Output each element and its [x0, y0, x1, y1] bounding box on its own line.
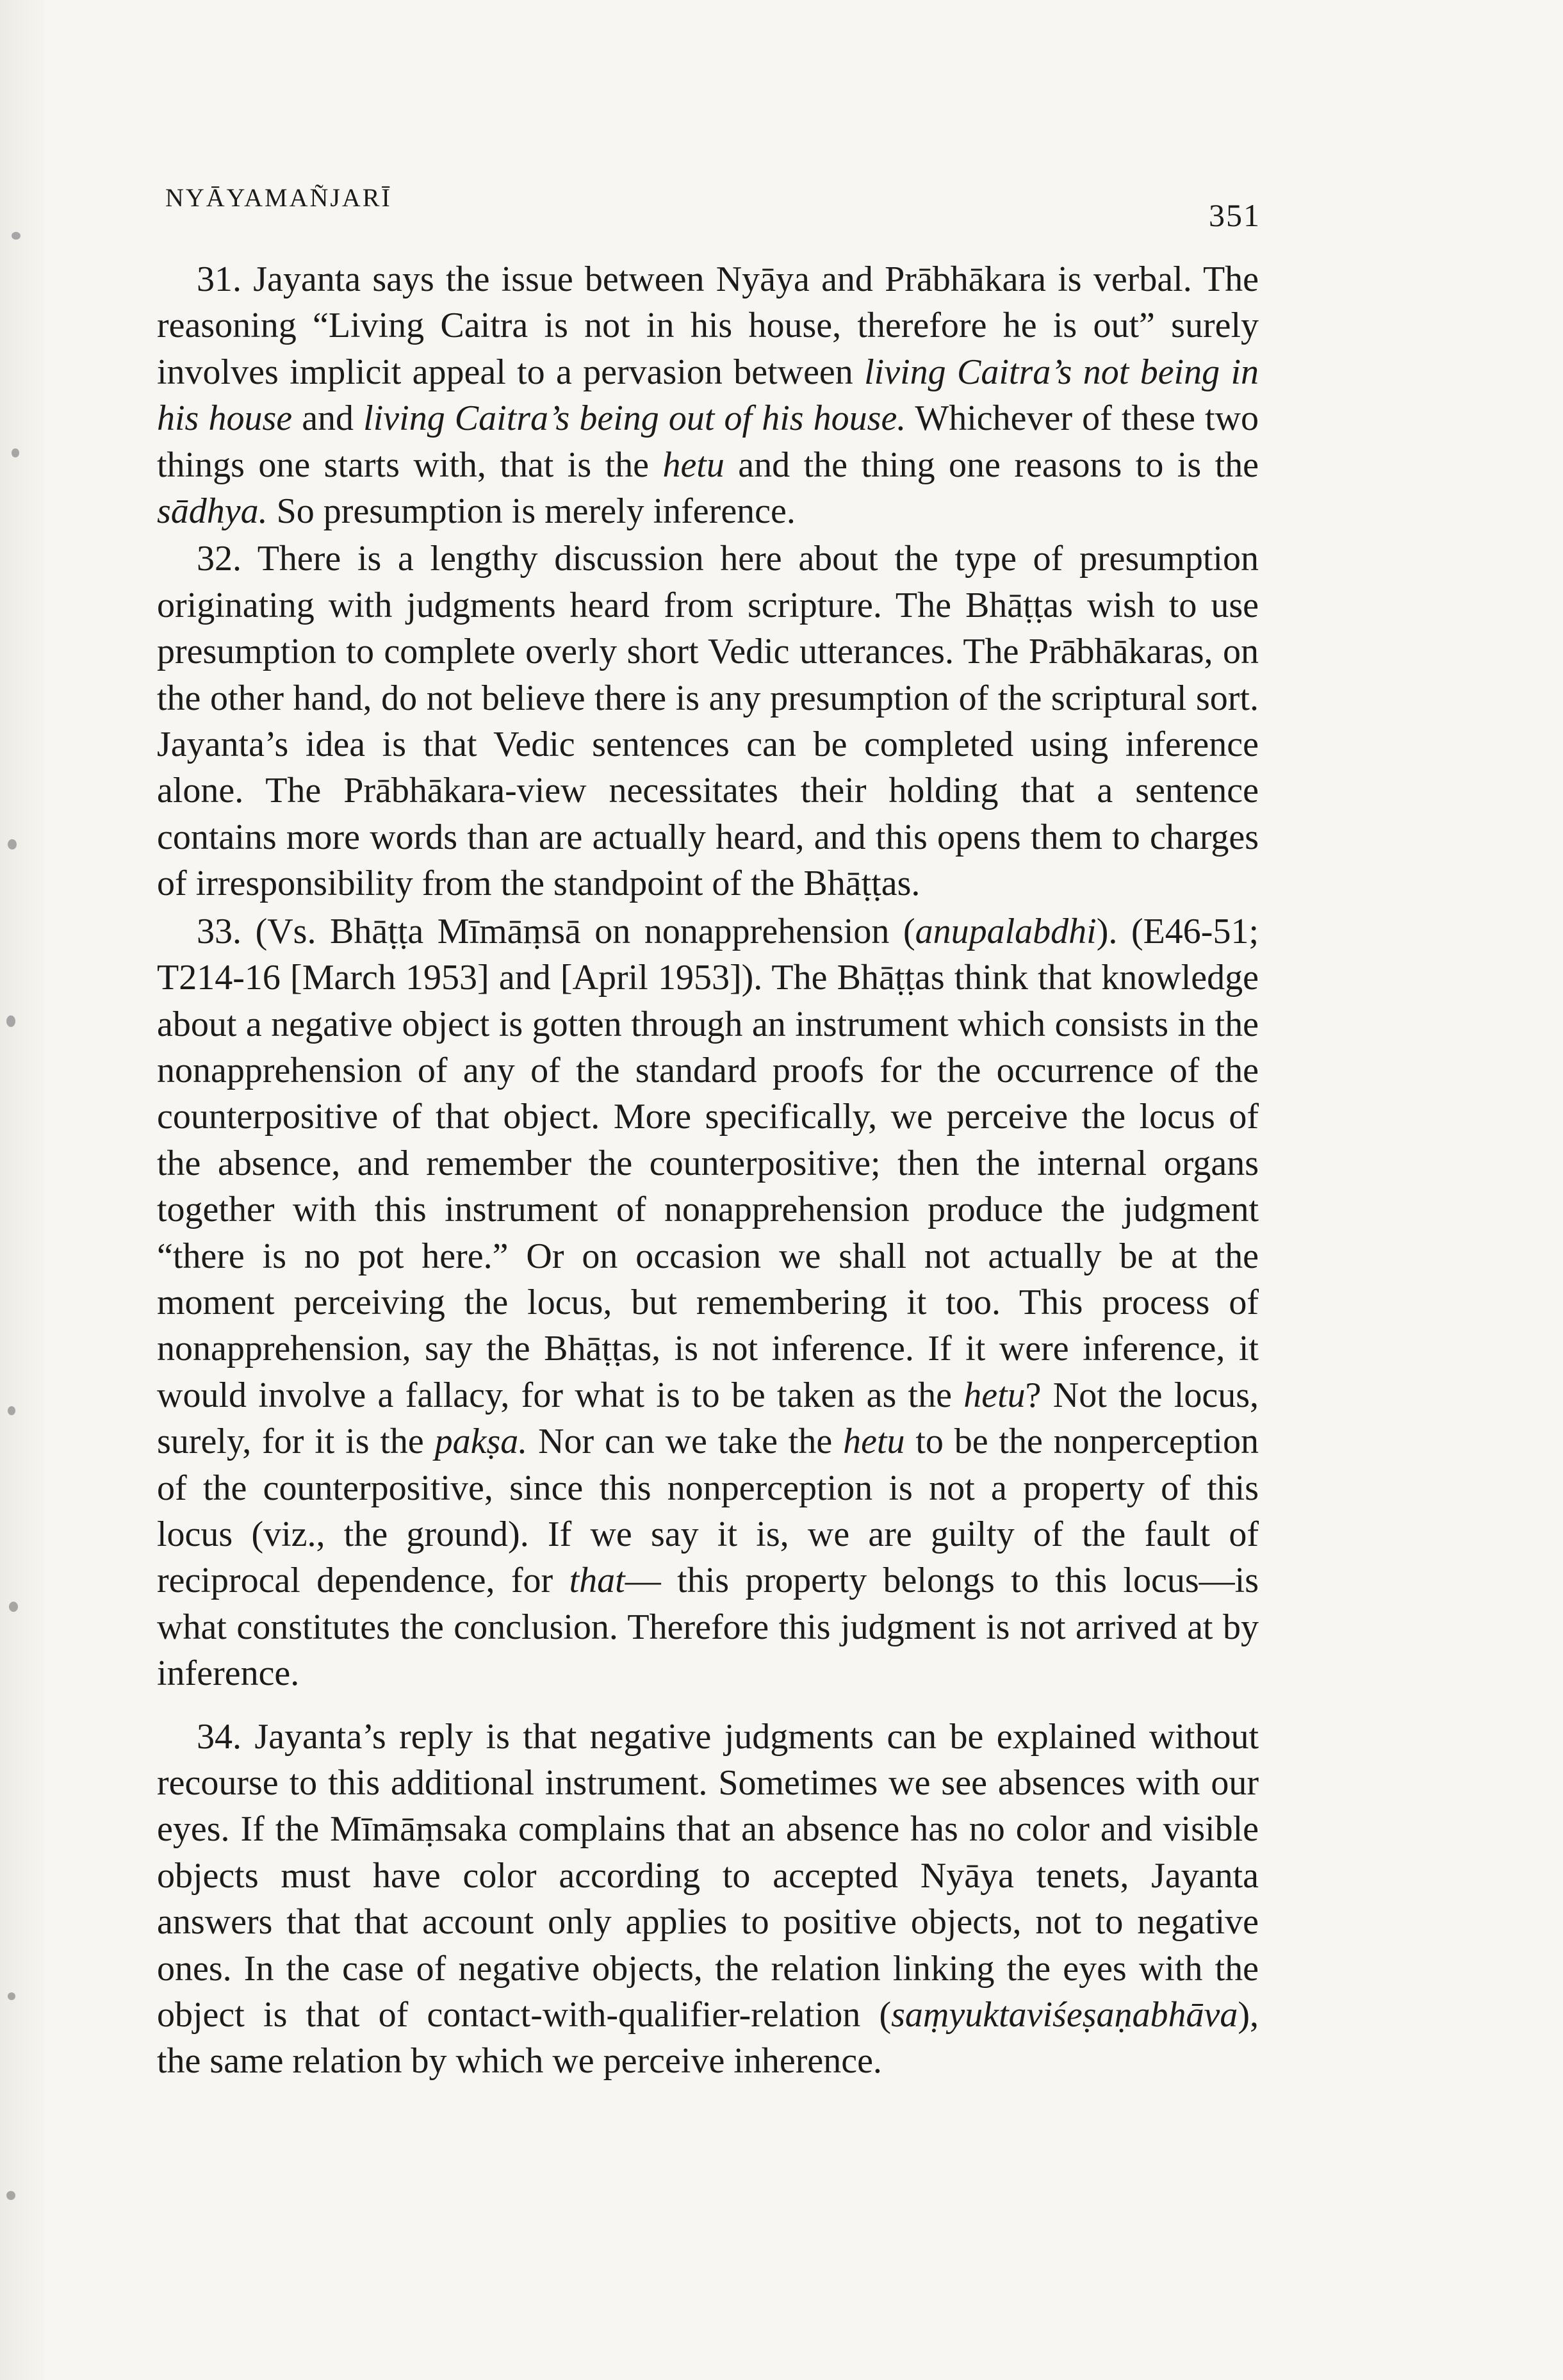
note-text: — this property belongs to this locus—is what constitutes the conclusion. Therefore this judgment is not arrived at by inference.: [157, 1561, 1259, 1694]
note-text: So presumption is merely inference.: [267, 491, 796, 532]
note-paragraph: [157, 536, 1259, 907]
scan-speck: [8, 1992, 15, 2000]
note-text: (Vs. Bhāṭṭa Mīmāṃsā on nonapprehension (: [255, 911, 915, 951]
note-text: Jayanta says the issue between Nyāya and Prābhākara is verbal. The reasoning “Living Caitra is not in his house, therefore he is out” surely involves implicit appeal to a pervasion between: [157, 259, 1259, 392]
italic-term: living Caitra’s not being in his house: [157, 352, 1259, 439]
italic-term: hetu: [963, 1375, 1026, 1415]
italic-term: saṃyuktaviśeṣaṇabhāva: [891, 1995, 1238, 2035]
note-paragraph: [157, 1714, 1259, 2085]
italic-term: pakṣa.: [434, 1422, 528, 1462]
running-head: NYĀYAMAÑJARĪ: [165, 183, 392, 212]
note-text: and the thing one reasons to is the: [724, 445, 1259, 485]
scan-speck: [6, 2191, 15, 2200]
note-text: ? Not the locus, surely, for it is the: [157, 1375, 1259, 1462]
note-number: 33.: [197, 911, 241, 951]
note-text: ), the same relation by which we perceive inherence.: [157, 1995, 1259, 2081]
scan-speck: [8, 1406, 15, 1415]
scan-speck: [12, 448, 19, 457]
italic-term: hetu: [662, 445, 724, 485]
page-header: [165, 183, 1261, 234]
note-number: 31.: [197, 259, 241, 299]
note-number: 32.: [197, 539, 241, 579]
scan-speck: [6, 1015, 15, 1027]
note-text: and: [292, 398, 364, 439]
binding-gutter: [0, 0, 45, 2380]
page-number: 351: [1209, 197, 1261, 233]
italic-term: sādhya.: [157, 491, 268, 532]
note-number: 34.: [197, 1716, 241, 1757]
note-text: There is a lengthy discussion here about the type of presumption originating with judgments heard from scripture. The Bhāṭṭas wish to use presumption to complete overly short Vedic utterances. The Prābhākaras, on the other hand, do not believe there is any presumption of the scriptural sort. Jayanta’s idea is that Vedic sentences can be completed using inference alone. The Prābhākara-view necessitates their holding that a sentence contains more words than are actually heard, and this opens them to charges of irresponsibility from the standpoint of the Bhāṭṭas.: [157, 539, 1259, 904]
italic-term: hetu: [843, 1422, 905, 1462]
note-paragraph: [157, 908, 1259, 1697]
notes-body: [157, 256, 1259, 2085]
scan-speck: [9, 1602, 18, 1612]
scan-speck: [12, 232, 20, 240]
scan-speck: [8, 839, 17, 849]
note-text: Whichever of these two things one starts with, that is the: [157, 398, 1259, 485]
note-text: to be the nonperception of the counterpositive, since this nonperception is not a property of this locus (viz., the ground). If we say it is, we are guilty of the fault of reciprocal dependence, for: [157, 1422, 1259, 1601]
note-text: Jayanta’s reply is that negative judgments can be explained without recourse to this additional instrument. Sometimes we see absences with our eyes. If the Mīmāṃsaka complains that an absence has no color and visible objects must have color according to accepted Nyāya tenets, Jayanta answers that that account only applies to positive objects, not to negative ones. In the case of negative objects, the relation linking the eyes with the object is that of contact-with-qualifier-relation (: [157, 1716, 1259, 2035]
note-text: Nor can we take the: [527, 1422, 844, 1462]
note-paragraph: [157, 256, 1259, 534]
italic-term: that: [569, 1561, 625, 1601]
italic-term: living Caitra’s being out of his house.: [363, 398, 906, 439]
note-text: ). (E46-51; T214-16 [March 1953] and [April 1953]). The Bhāṭṭas think that knowledge about a negative object is gotten through an instrument which consists in the nonapprehension of any of the standard proofs for the occurrence of the counterpositive of that object. More specifically, we perceive the locus of the absence, and remember the counterpositive; then the internal organs together with this instrument of nonapprehension produce the judgment “there is no pot here.” Or on occasion we shall not actually be at the moment perceiving the locus, but remembering it too. This process of nonapprehension, say the Bhāṭṭas, is not inference. If it were inference, it would involve a fallacy, for what is to be taken as the: [157, 911, 1259, 1415]
italic-term: anupalabdhi: [915, 911, 1097, 951]
paragraph-gap: [157, 1697, 1259, 1714]
